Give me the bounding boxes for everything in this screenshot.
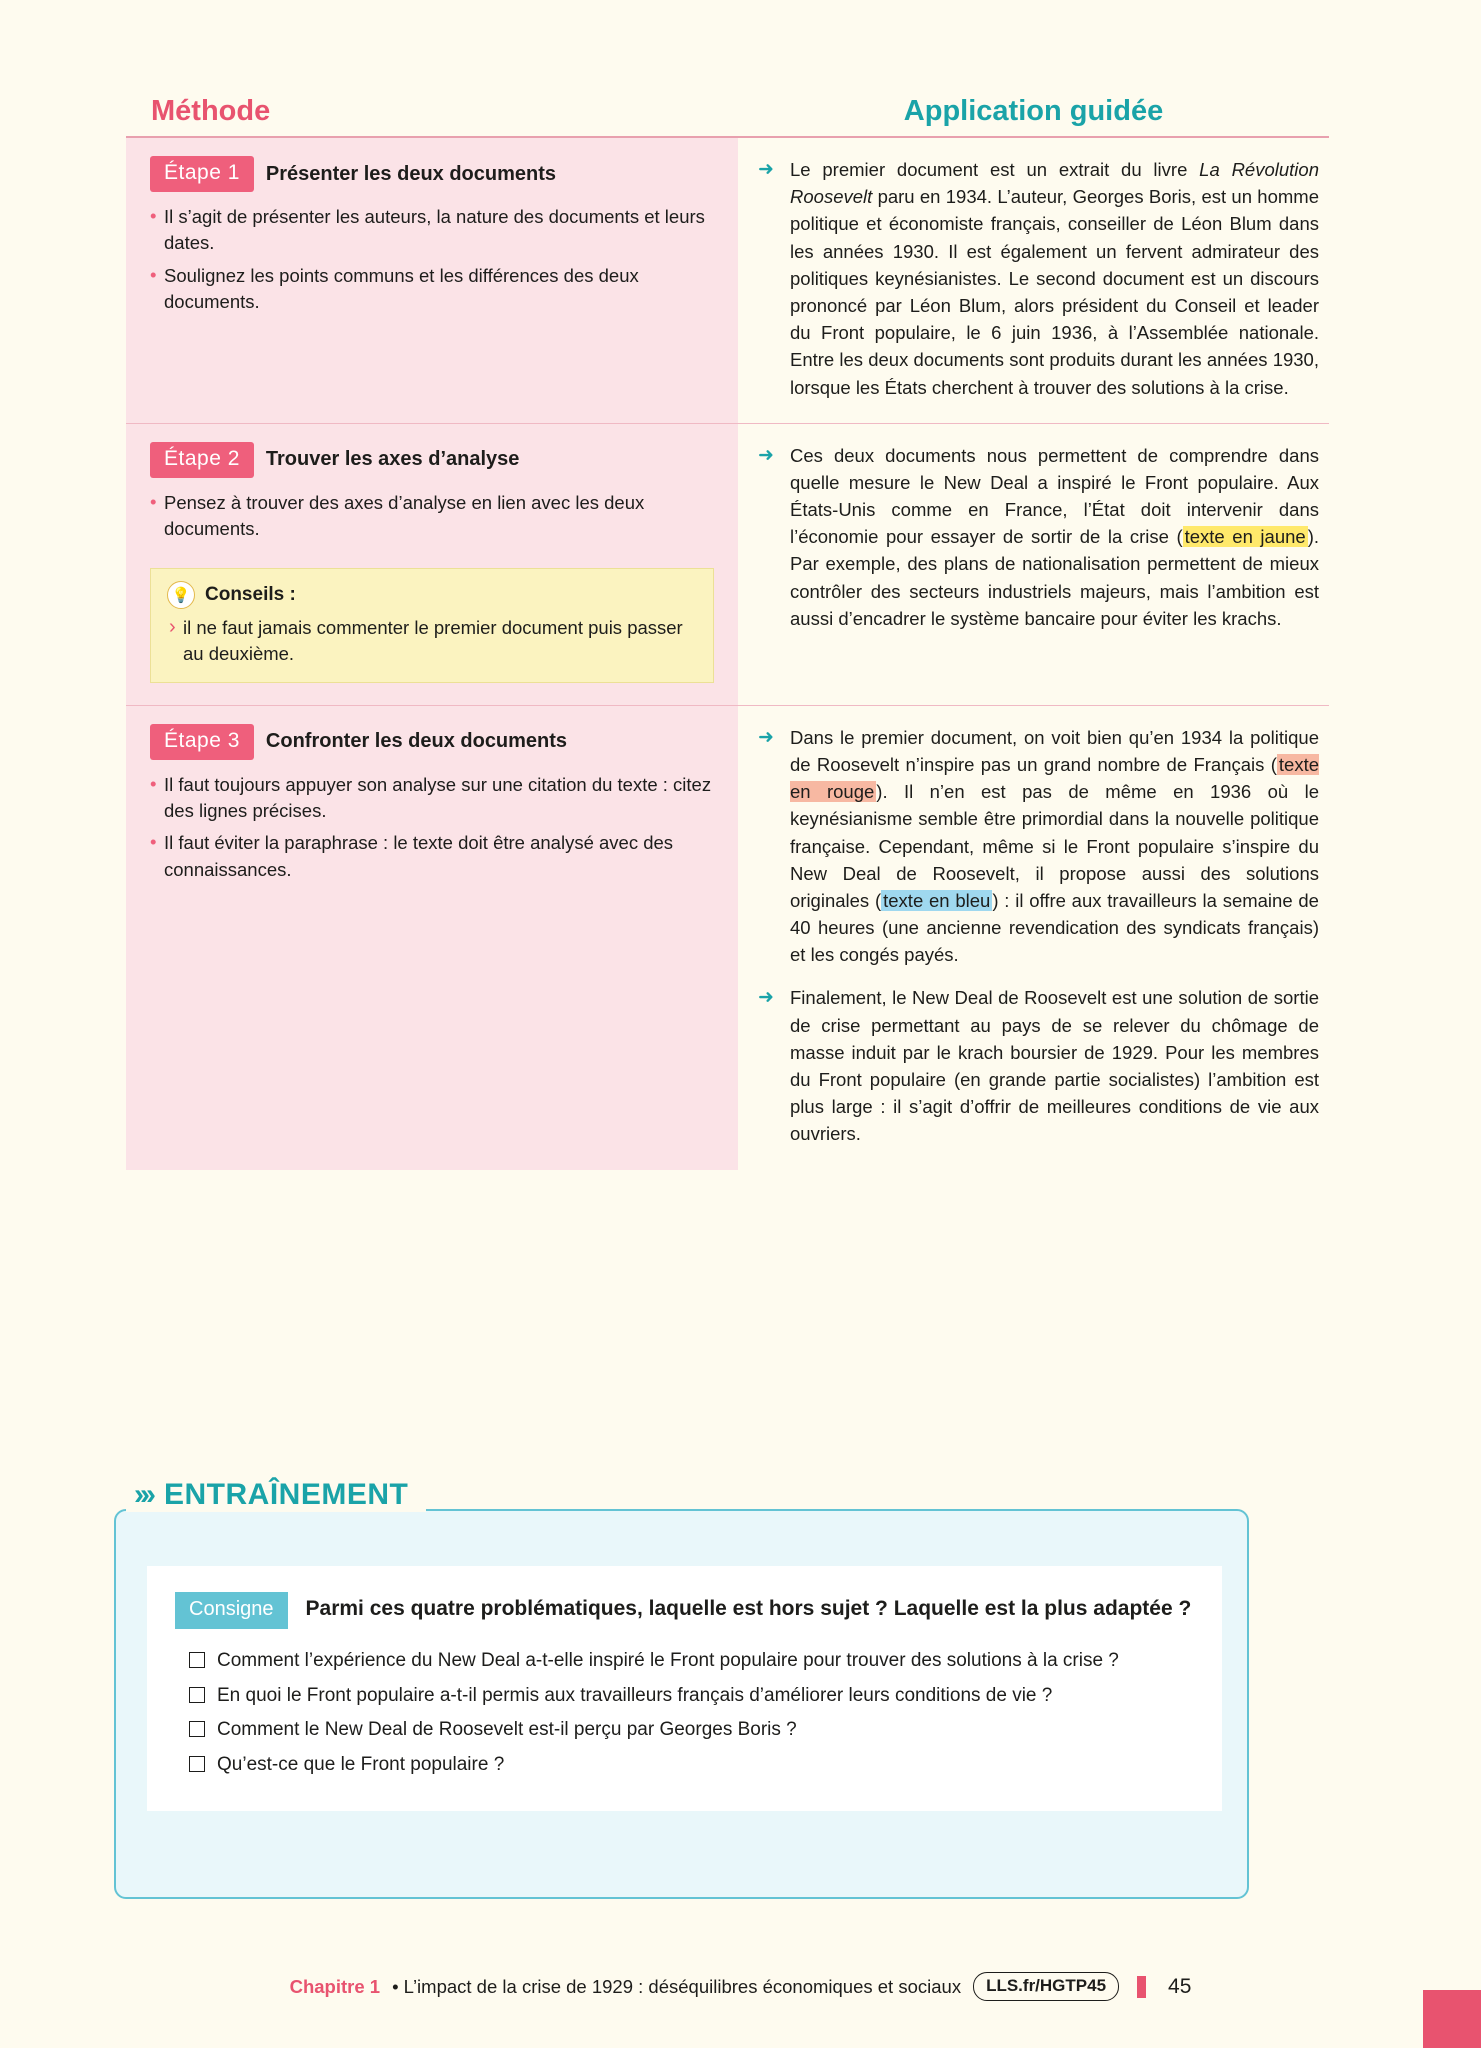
list-item: • Il faut éviter la paraphrase : le texte doit être analysé avec des connaissances. [150,830,714,883]
application-p2-a: Ces deux documents nous permettent de comprendre dans quelle mesure le New Deal a inspiré le Front populaire. Aux États-Unis comme en France, l’État doit intervenir dans l’économie pour essayer de sortir de la crise ( [790,444,1319,548]
entrainement-content [147,1566,1222,1811]
arrow-icon: ➜ [758,726,774,748]
arrow-icon: ➜ [758,159,774,180]
highlight-blue: texte en bleu [883,889,991,911]
step-3-badge: Étape 3 [150,724,254,760]
step-1-bullets [150,204,714,315]
arrow-icon: ➜ [758,987,774,1009]
step-row-2 [126,424,1329,706]
question-list [175,1647,1192,1779]
step-1-method [126,138,738,423]
consigne-text: Parmi ces quatre problématiques, laquelle est hors sujet ? Laquelle est la plus adaptée ? [305,1597,1192,1620]
footer-link-code[interactable]: LLS.fr/HGTP45 [973,1972,1119,2001]
list-item[interactable] [187,1647,1192,1676]
highlight-red: texte en rouge [790,753,1319,803]
consigne-row [175,1592,1192,1629]
conseils-header [167,581,697,609]
page-footer [0,1972,1481,2001]
conseils-text: › il ne faut jamais commenter le premier document puis passer au deuxième. [167,615,697,668]
entrainement-tab [126,1478,426,1512]
column-headers [126,95,1329,138]
application-p1-italic: La Révolution Roosevelt [790,159,1319,208]
step-row-1 [126,138,1329,424]
method-table [126,95,1329,1170]
step-3-application [738,706,1329,1170]
arrow-icon: ➜ [758,444,774,466]
highlight-yellow: texte en jaune [1184,526,1306,548]
checkbox-icon[interactable] [189,1687,205,1703]
application-paragraph-4 [758,984,1319,1147]
step-1-heading [150,156,714,192]
step-3-bullets [150,772,714,883]
chevrons-right-icon: ››› [134,1478,152,1511]
question-text: Comment l’expérience du New Deal a-t-elle inspiré le Front populaire pour trouver des solutions à la crise ? [217,1650,1119,1671]
list-item[interactable] [187,1751,1192,1780]
list-item[interactable] [187,1682,1192,1711]
step-2-title: Trouver les axes d’analyse [265,448,520,471]
footer-text: • L’impact de la crise de 1929 : déséquilibres économiques et sociaux [392,1975,962,1997]
application-p3-b: ). Il n’en est pas de même en 1936 où le keynésianisme semble être primordial dans la nouvelle politique française. Cependant, même si le Front populaire s’inspire du New Deal de Roosevelt, il propose aussi des solutions originales ( [790,781,1319,911]
list-item: • Pensez à trouver des axes d’analyse en lien avec les deux documents. [150,490,714,543]
application-paragraph-1 [758,156,1319,401]
step-1-application [738,138,1329,423]
application-p1-a: Le premier document est un extrait du livre [790,159,1200,180]
lightbulb-icon: 💡 [167,581,195,609]
steps-rows [126,138,1329,1170]
step-2-heading [150,442,714,478]
footer-chapter: Chapitre 1 [289,1975,381,1997]
step-3-method [126,706,738,1170]
list-item: • Soulignez les points communs et les différences des deux documents. [150,263,714,316]
list-item[interactable] [187,1716,1192,1745]
list-item: • Il faut toujours appuyer son analyse sur une citation du texte : citez des lignes précises. [150,772,714,825]
application-p3-c: ) : il offre aux travailleurs la semaine de 40 heures (une ancienne revendication des syndicats français) et les congés payés. [790,889,1319,966]
page-number: 45 [1168,1974,1192,1998]
step-2-bullets [150,490,714,543]
list-item: • Il s’agit de présenter les auteurs, la nature des documents et leurs dates. [150,204,714,257]
question-text: En quoi le Front populaire a-t-il permis aux travailleurs français d’améliorer leurs conditions de vie ? [217,1684,1053,1706]
step-3-heading [150,724,714,760]
application-p3-a: Dans le premier document, on voit bien qu’en 1934 la politique de Roosevelt n’inspire pas un grand nombre de Français ( [790,726,1319,775]
checkbox-icon[interactable] [189,1756,205,1772]
conseils-box [150,568,714,683]
application-p1-b: paru en 1934. L’auteur, Georges Boris, est un homme politique et économiste français, conseiller de Léon Blum dans les années 1930. Il est également un fervent admirateur des politiques keynésianistes. Le second document est un discours prononcé par Léon Blum, alors président du Conseil et leader du Front populaire, le 6 juin 1936, à l’Assemblée nationale. Entre les deux documents sont produits durant les années 1930, lorsque les États cherchent à trouver des solutions à la crise. [790,186,1319,398]
application-header: Application guidée [903,95,1164,127]
step-2-method [126,424,738,705]
step-1-title: Présenter les deux documents [265,162,557,185]
conseils-title: Conseils : [205,584,296,606]
methode-header: Méthode [151,95,271,127]
checkbox-icon[interactable] [189,1652,205,1668]
step-2-badge: Étape 2 [150,442,254,478]
checkbox-icon[interactable] [189,1721,205,1737]
step-row-3 [126,706,1329,1170]
application-paragraph-2 [758,442,1319,632]
footer-marker [1137,1976,1146,1998]
entrainement-title: ENTRAÎNEMENT [163,1478,409,1511]
step-3-title: Confronter les deux documents [265,730,568,753]
consigne-badge: Consigne [175,1592,288,1629]
question-text: Qu’est-ce que le Front populaire ? [217,1753,505,1775]
application-p2-b: ). Par exemple, des plans de nationalisation permettent de mieux contrôler des secteurs industriels majeurs, mais l’ambition est aussi d’encadrer le système bancaire pour éviter les krachs. [790,526,1319,629]
step-1-badge: Étape 1 [150,156,254,192]
application-p4: Finalement, le New Deal de Roosevelt est une solution de sortie de crise permettant au pays de se relever du chômage de masse induit par le krach boursier de 1929. Pour les membres du Front populaire (en grande partie socialistes) l’ambition est plus large : il s’agit d’offrir de meilleures conditions de vie aux ouvriers. [790,987,1319,1145]
corner-decoration [1423,1990,1481,2048]
application-paragraph-3 [758,724,1319,969]
question-text: Comment le New Deal de Roosevelt est-il perçu par Georges Boris ? [217,1719,797,1740]
step-2-application [738,424,1329,705]
